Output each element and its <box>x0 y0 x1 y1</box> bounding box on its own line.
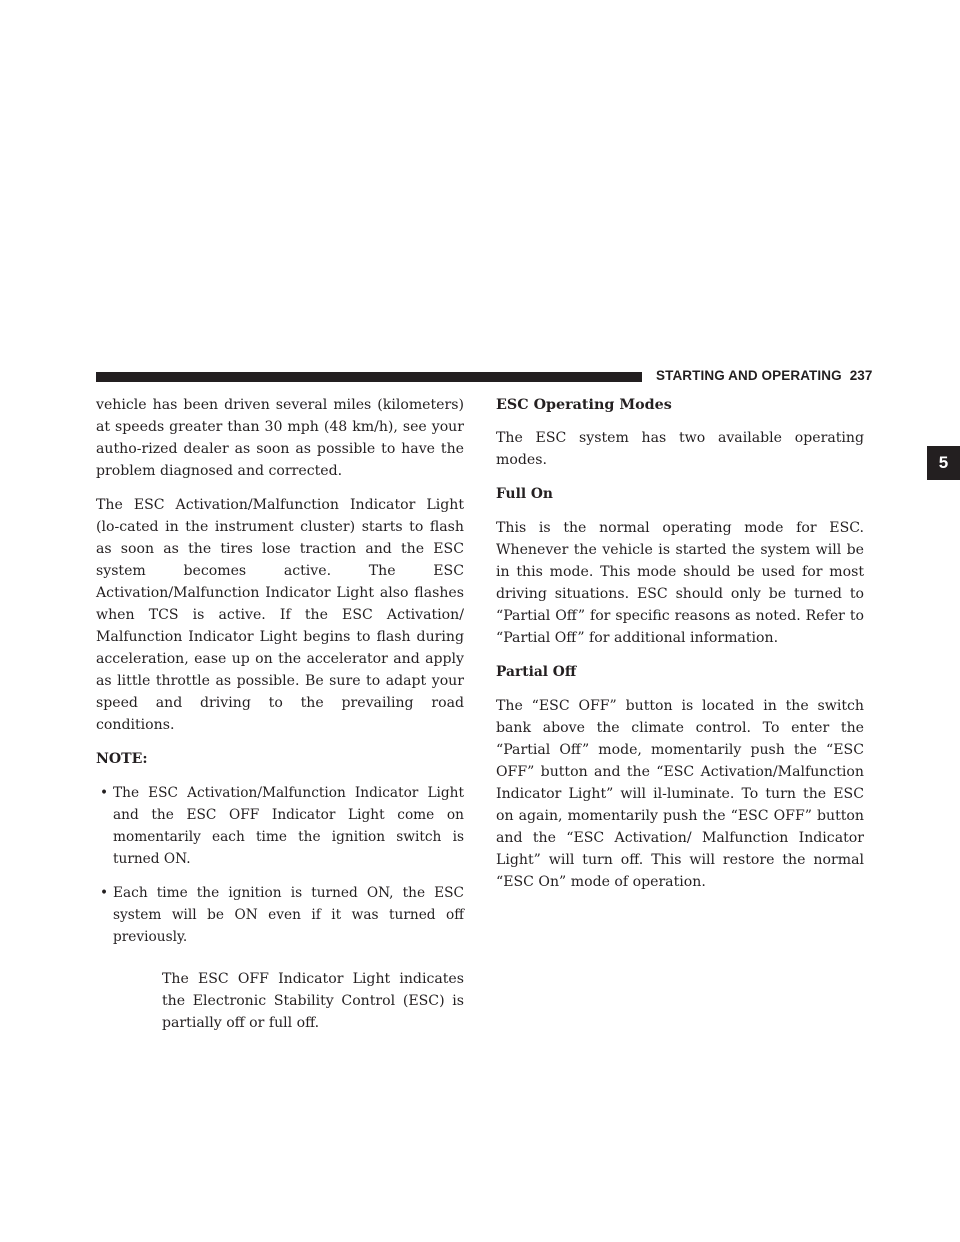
bullet-icon: • <box>100 885 109 901</box>
list-item <box>96 782 464 870</box>
left-column <box>96 394 464 1034</box>
indicator-block <box>96 968 464 1034</box>
note-label: NOTE: <box>96 751 148 767</box>
note-text: The ESC Activation/Malfunction Indicator Light and the ESC OFF Indicator Light come on momentarily each time the ignition switch is turned ON. <box>113 785 464 867</box>
list-item <box>96 882 464 948</box>
paragraph-continued: vehicle has been driven several miles (kilometers) at speeds greater than 30 mph (48 km/h), see your autho-rized dealer as soon as possible to have the problem diagnosed and corrected. <box>96 397 464 479</box>
chapter-tab[interactable]: 5 <box>927 446 960 480</box>
section-heading: ESC Operating Modes <box>496 397 672 413</box>
full-on-text: This is the normal operating mode for ESC. Whenever the vehicle is started the system will be in this mode. This mode should be used for most driving situations. ESC should only be turned to “Partial Off” for specific reasons as noted. Refer to “Partial Off” for additional information. <box>496 520 864 646</box>
note-list <box>96 782 464 948</box>
paragraph-indicator-flash: The ESC Activation/Malfunction Indicator Light (lo-cated in the instrument cluster) starts to flash as soon as the tires lose traction and the ESC system becomes active. The ESC Activation/Malfunction Indicator Light also flashes when TCS is active. If the ESC Activation/ Malfunction Indicator Light begins to flash during acceleration, ease up on the accelerator and apply as little throttle as possible. Be sure to adapt your speed and driving to the prevailing road conditions. <box>96 497 464 733</box>
right-column <box>496 394 864 905</box>
section-title: STARTING AND OPERATING <box>656 368 842 383</box>
running-header <box>656 368 873 383</box>
partial-off-heading: Partial Off <box>496 664 577 680</box>
page-number: 237 <box>849 368 873 383</box>
note-text: Each time the ignition is turned ON, the ESC system will be ON even if it was turned off previously. <box>113 885 464 945</box>
esc-off-indicator-icon <box>96 968 162 1012</box>
bullet-icon: • <box>100 785 109 801</box>
full-on-heading: Full On <box>496 486 553 502</box>
indicator-description: The ESC OFF Indicator Light indicates the Electronic Stability Control (ESC) is partially off or full off. <box>162 971 464 1031</box>
header-rule <box>96 372 642 382</box>
partial-off-text: The “ESC OFF” button is located in the switch bank above the climate control. To enter the “Partial Off” mode, momentarily push the “ESC OFF” button and the “ESC Activation/Malfunction Indicator Light” will il-luminate. To turn the ESC on again, momentarily push the “ESC OFF” button and the “ESC Activation/ Malfunction Indicator Light” will turn off. This will restore the normal “ESC On” mode of operation. <box>496 698 864 890</box>
intro-text: The ESC system has two available operating modes. <box>496 430 864 468</box>
